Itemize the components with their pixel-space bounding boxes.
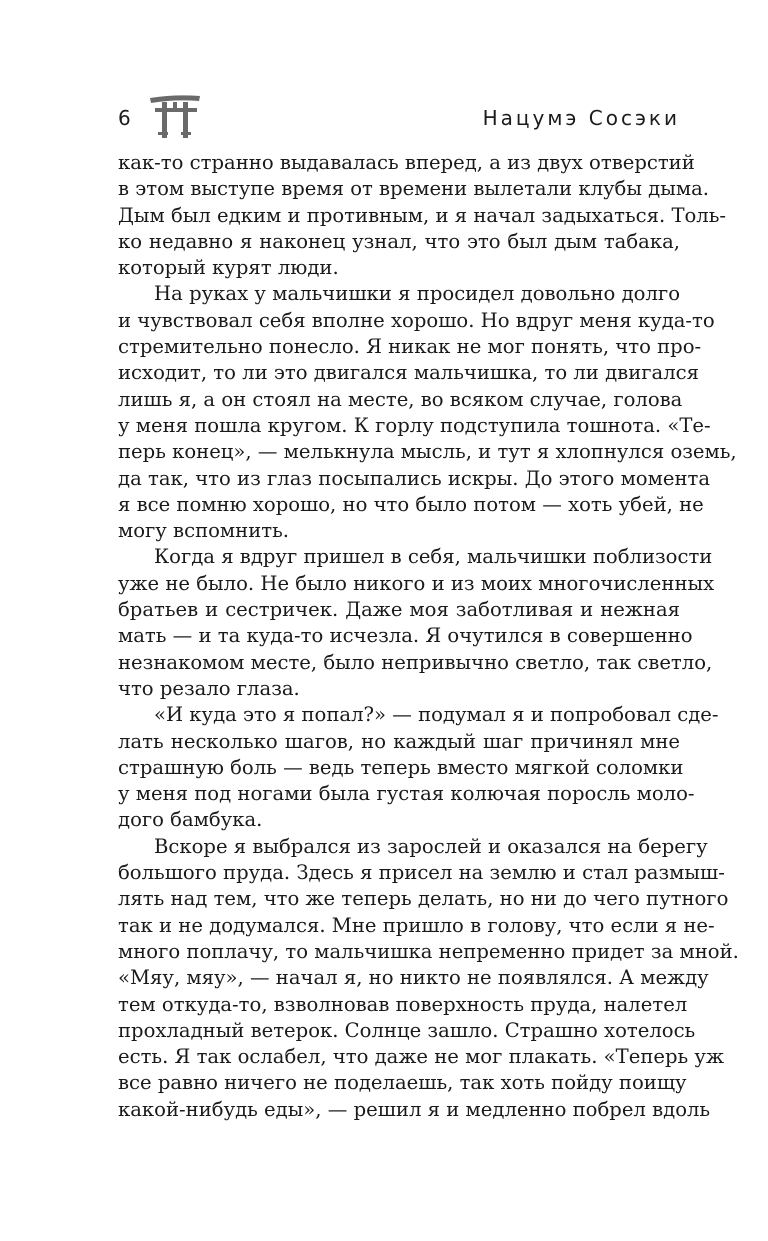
body-text bbox=[118, 150, 739, 1123]
text-line: уже не было. Не было никого и из моих многочисленных bbox=[118, 571, 715, 595]
text-line: у меня под ногами была густая колючая поросль моло- bbox=[118, 782, 695, 806]
text-line: Вскоре я выбрался из зарослей и оказался на берегу bbox=[154, 834, 708, 858]
text-line: лять над тем, что же теперь делать, но ни до чего путного bbox=[118, 887, 729, 911]
text-line: что резало глаза. bbox=[118, 676, 300, 700]
text-line: Когда я вдруг пришел в себя, мальчишки поблизости bbox=[154, 545, 713, 569]
text-line: дого бамбука. bbox=[118, 808, 263, 832]
text-line: как-то странно выдавалась вперед, а из двух отверстий bbox=[118, 151, 695, 174]
text-line: в этом выступе время от времени вылетали клубы дыма. bbox=[118, 177, 709, 201]
running-title: Нацумэ Сосэки bbox=[482, 106, 680, 130]
text-line: да так, что из глаз посыпались искры. До этого момента bbox=[118, 466, 711, 490]
text-line: прохладный ветерок. Солнце зашло. Страшно хотелось bbox=[118, 1018, 696, 1042]
text-line: страшную боль — ведь теперь вместо мягкой соломки bbox=[118, 755, 684, 779]
text-line: На руках у мальчишки я просидел довольно долго bbox=[154, 282, 680, 306]
text-line: какой-нибудь еды», — решил я и медленно побрел вдоль bbox=[118, 1097, 711, 1121]
text-line: который курят люди. bbox=[118, 256, 339, 280]
text-line: «И куда это я попал?» — подумал я и попробовал сде- bbox=[154, 703, 719, 727]
text-line: могу вспомнить. bbox=[118, 519, 290, 543]
text-line: «Мяу, мяу», — начал я, но никто не появлялся. А между bbox=[118, 966, 709, 990]
text-line: все равно ничего не поделаешь, так хоть пойду поищу bbox=[118, 1071, 687, 1095]
text-line: незнакомом месте, было непривычно светло, так светло, bbox=[118, 650, 713, 674]
text-line: лать несколько шагов, но каждый шаг причинял мне bbox=[118, 729, 680, 753]
text-line: я все помню хорошо, но что было потом — хоть убей, не bbox=[118, 492, 704, 516]
text-line: Дым был едким и противным, и я начал задыхаться. Толь- bbox=[118, 203, 727, 227]
torii-gate-icon bbox=[148, 92, 202, 140]
text-line: много поплачу, то мальчишка непременно придет за мной. bbox=[118, 939, 739, 963]
text-line: тем откуда-то, взволновав поверхность пруда, налетел bbox=[118, 992, 688, 1016]
text-line: лишь я, а он стоял на месте, во всяком случае, голова bbox=[118, 387, 683, 411]
text-line: перь конец», — мелькнула мысль, и тут я хлопнулся оземь, bbox=[118, 440, 737, 464]
text-line: стремительно понесло. Я никак не мог понять, что про- bbox=[118, 335, 702, 359]
text-line: у меня пошла кругом. К горлу подступила тошнота. «Те- bbox=[118, 413, 711, 437]
page-number: 6 bbox=[118, 106, 131, 130]
text-line: исходит, то ли это двигался мальчишка, то ли двигался bbox=[118, 361, 699, 385]
text-line: ко недавно я наконец узнал, что это был дым табака, bbox=[118, 229, 680, 253]
text-line: мать — и та куда-то исчезла. Я очутился в совершенно bbox=[118, 624, 693, 648]
text-line: и чувствовал себя вполне хорошо. Но вдруг меня куда-то bbox=[118, 308, 715, 332]
text-line: есть. Я так ослабел, что даже не мог плакать. «Теперь уж bbox=[118, 1045, 724, 1069]
text-line: так и не додумался. Мне пришло в голову, что если я не- bbox=[118, 913, 715, 937]
text-line: братьев и сестричек. Даже моя заботливая и нежная bbox=[118, 598, 680, 622]
text-line: большого пруда. Здесь я присел на землю и стал размыш- bbox=[118, 861, 725, 885]
page-header bbox=[118, 92, 680, 142]
